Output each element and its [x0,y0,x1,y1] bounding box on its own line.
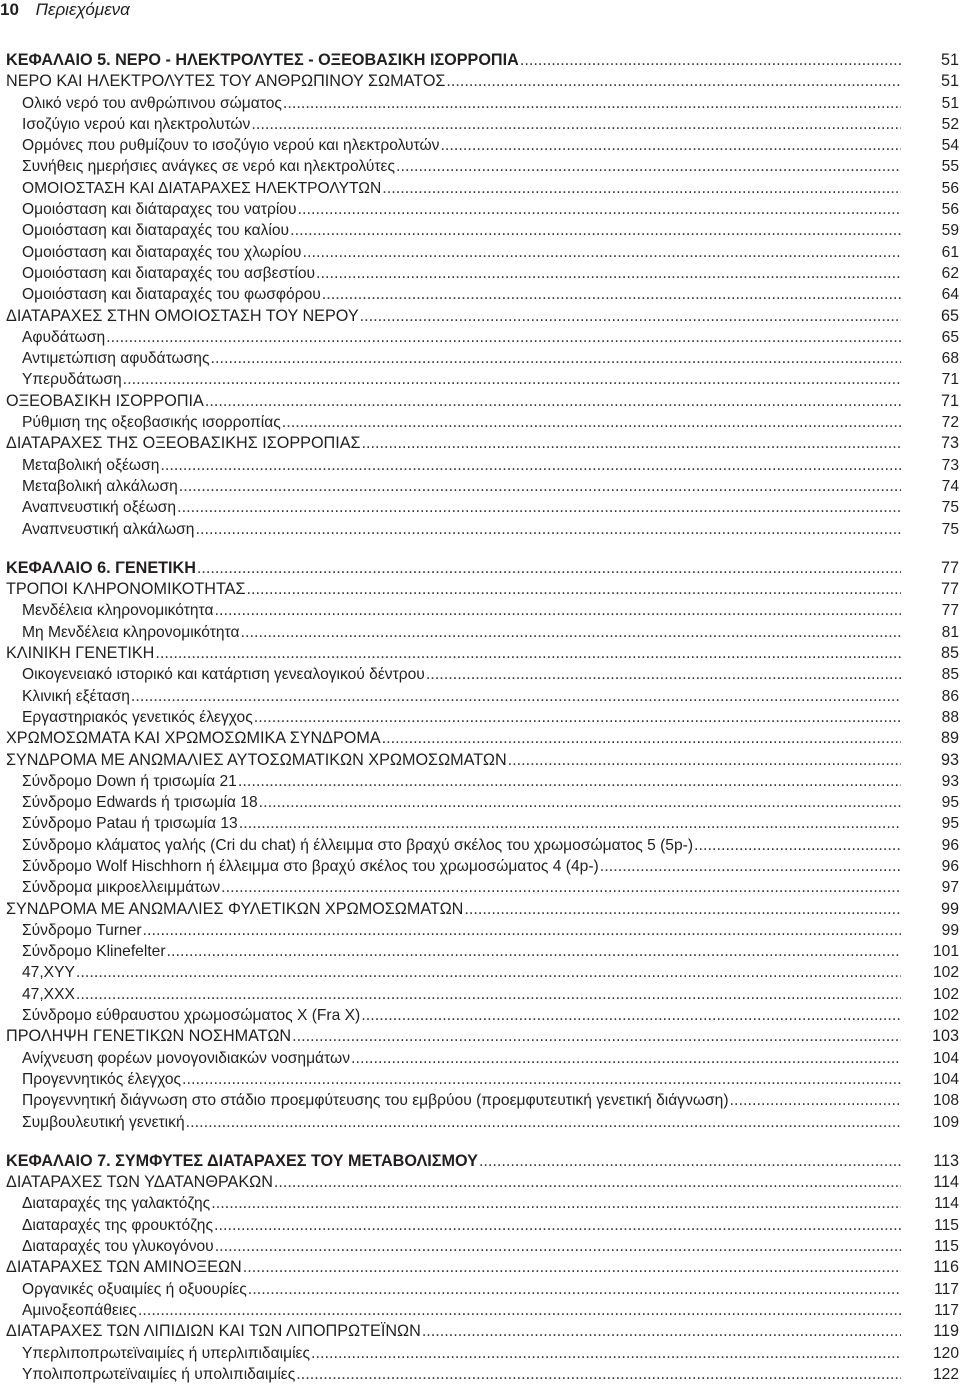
toc-page-number: 97 [941,879,959,897]
toc-page-number: 81 [941,623,959,641]
toc-leader-dots [177,497,901,518]
toc-leader-dots [143,920,901,941]
toc-entry-title: Ομοιόσταση και διάταραχες του νατρίου [22,201,297,219]
toc-page-number: 120 [932,1344,959,1362]
toc-page-number: 71 [940,391,959,410]
toc-leader-dots [76,984,901,1005]
toc-entry-title: Διαταραχές του γλυκογόνου [22,1238,214,1256]
toc-entry [6,1236,959,1257]
toc-entry-title: Ομοιόσταση και διαταραχές του φωσφόρου [22,286,321,304]
toc-page-number: 65 [941,328,959,346]
toc-leader-dots [246,579,901,600]
toc-leader-dots [422,1321,901,1342]
toc-entry [6,242,959,263]
toc-entry-title: ΚΕΦΑΛΑΙΟ 6. ΓΕΝΕΤΙΚΗ [6,558,196,577]
toc-section [6,391,959,412]
toc-entry-title: Αμινοξεοπάθειες [22,1301,137,1319]
toc-entry-title: Ορμόνες που ρυθμίζουν το ισοζύγιο νερού και ηλεκτρολυτών [22,137,440,155]
running-title: Περιεχόμενα [35,0,130,19]
toc-leader-dots [316,263,901,284]
toc-entry-title: Διαταραχές της φρουκτόζης [22,1216,213,1234]
toc-entry [6,93,959,114]
toc-entry [6,497,959,518]
toc-entry-title: Σύνδρομο Turner [22,921,142,939]
toc-entry [6,199,959,220]
toc-page-number: 114 [934,1195,959,1213]
toc-entry-title: ΣΥΝΔΡΟΜΑ ΜΕ ΑΝΩΜΑΛΙΕΣ ΑΥΤΟΣΩΜΑΤΙΚΩΝ ΧΡΩΜΟΣΩΜΑΤΩΝ [6,750,507,769]
toc-section [6,579,959,600]
toc-leader-dots [322,284,901,305]
toc-entry-title: Σύνδρομο κλάματος γαλής (Cri du chat) ή έλλειμμα στο βραχύ σκέλος του χρωμοσώματος 5 (5p-) [22,836,694,854]
toc-entry-title: Εργαστηριακός γενετικός έλεγχος [22,708,253,726]
toc-page-number: 96 [941,836,959,854]
toc-page-number: 102 [932,1007,959,1025]
toc-page-number: 93 [941,772,959,790]
toc-leader-dots [214,1215,901,1236]
toc-leader-dots [283,93,901,114]
toc-page-number: 113 [933,1151,959,1170]
toc-entry [6,1112,959,1133]
toc-section [6,728,959,749]
toc-entry [6,1193,959,1214]
toc-page-number: 95 [941,794,959,812]
toc-page-number: 85 [940,644,959,663]
toc-entry-title: Οργανικές οξυαιμίες ή οξυουρίες [22,1280,247,1298]
toc-leader-dots [274,1172,901,1193]
toc-page-number: 102 [932,964,959,982]
toc-leader-dots [360,306,901,327]
toc-page-number: 55 [941,158,959,176]
toc-entry [6,327,959,348]
toc-entry-title: Μεταβολική αλκάλωση [22,477,178,495]
toc-entry-title: Διαταραχές της γαλακτόζης [22,1195,211,1213]
toc-entry [6,220,959,241]
toc-entry [6,1364,959,1385]
toc-entry [6,941,959,962]
toc-entry-title: ΠΡΟΛΗΨΗ ΓΕΝΕΤΙΚΩΝ ΝΟΣΗΜΑΤΩΝ [6,1027,292,1046]
toc-leader-dots [221,877,901,898]
toc-leader-dots [238,771,901,792]
toc-leader-dots [296,1364,901,1385]
toc-leader-dots [508,750,901,771]
toc-leader-dots [211,348,902,369]
toc-leader-dots [361,1005,901,1026]
toc-entry [6,1090,959,1111]
page-number: 10 [0,0,19,19]
toc-page-number: 68 [941,350,959,368]
toc-leader-dots [292,1026,901,1047]
toc-leader-dots [479,1151,901,1172]
toc-entry-title: Αντιμετώπιση αφυδάτωσης [22,350,210,368]
toc-entry [6,114,959,135]
toc-entry-title: Ισοζύγιο νερού και ηλεκτρολυτών [22,115,251,133]
toc-leader-dots [351,1048,901,1069]
toc-entry [6,813,959,834]
toc-leader-dots [179,476,901,497]
toc-entry [6,920,959,941]
toc-leader-dots [382,728,901,749]
toc-section [6,71,959,92]
toc-leader-dots [241,622,902,643]
toc-section [6,750,959,771]
toc-leader-dots [440,135,901,156]
toc-page-number: 108 [932,1092,959,1110]
toc-entry-title: Ομοιόσταση και διαταραχές του καλίου [22,222,290,240]
toc-entry [6,856,959,877]
toc-leader-dots [167,941,901,962]
toc-entry [6,707,959,728]
toc-entry-title: ΚΕΦΑΛΑΙΟ 5. ΝΕΡΟ - ΗΛΕΚΤΡΟΛΥΤΕΣ - ΟΞΕΟΒΑΣΙΚΗ ΙΣΟΡΡΟΠΙΑ [6,51,519,69]
toc-entry-title: Σύνδρομο Patau ή τρισωμία 13 [22,815,238,833]
toc-page-number: 117 [934,1280,959,1298]
toc-entry-title: Ολικό νερό του ανθρώπινου σώματος [22,94,282,112]
toc-leader-dots [186,1112,901,1133]
toc-chapter [6,50,959,71]
toc-entry [6,1300,959,1321]
toc-entry-title: 47,XXX [22,985,75,1003]
toc-leader-dots [600,856,901,877]
toc-page-number: 73 [940,434,959,453]
toc-page-number: 95 [941,815,959,833]
toc-leader-dots [248,1279,901,1300]
toc-entry [6,1005,959,1026]
toc-leader-dots [464,899,901,920]
toc-entry [6,519,959,540]
toc-leader-dots [215,600,901,621]
toc-entry [6,369,959,390]
toc-leader-dots [298,199,901,220]
toc-page-number: 114 [933,1173,959,1192]
toc-entry-title: Σύνδρομα μικροελλειμμάτων [22,879,221,897]
toc-leader-dots [160,455,901,476]
toc-page-number: 51 [941,94,959,112]
toc-entry [6,1048,959,1069]
toc-entry-title: Ανίχνευση φορέων μονογονιδιακών νοσημάτων [22,1049,350,1067]
toc-entry-title: Προγεννητική διάγνωση στο στάδιο προεμφύτευσης του εμβρύου (προεμφυτευτική γενετική διάγνωση) [22,1092,729,1110]
toc-page-number: 56 [941,201,959,219]
toc-entry-title: Μεταβολική οξέωση [22,456,160,474]
toc-page-number: 65 [940,306,959,325]
toc-page-number: 61 [941,243,959,261]
toc-page-number: 64 [941,286,959,304]
toc-leader-dots [138,1300,901,1321]
toc-page-number: 52 [941,115,959,133]
toc-entry-title: ΔΙΑΤΑΡΑΧΕΣ ΤΩΝ ΥΔΑΤΑΝΘΡΑΚΩΝ [6,1173,273,1192]
toc-leader-dots [155,643,901,664]
toc-entry [6,984,959,1005]
toc-leader-dots [396,156,901,177]
toc-leader-dots [362,433,901,454]
toc-entry-title: Υπερυδάτωση [22,371,122,389]
toc-leader-dots [251,114,901,135]
toc-page-number: 56 [941,179,959,197]
toc-page-number: 89 [940,729,959,748]
toc-leader-dots [215,1236,901,1257]
toc-section [6,1321,959,1342]
toc-page-number: 88 [941,708,959,726]
toc-entry [6,455,959,476]
toc-page-number: 86 [941,687,959,705]
toc-section [6,643,959,664]
toc-leader-dots [131,686,901,707]
toc-entry [6,1343,959,1364]
toc-entry-title: Αφυδάτωση [22,328,106,346]
toc-entry-title: ΚΕΦΑΛΑΙΟ 7. ΣΥΜΦΥΤΕΣ ΔΙΑΤΑΡΑΧΕΣ ΤΟΥ ΜΕΤΑΒΟΛΙΣΜΟΥ [6,1151,478,1170]
toc-entry-title: ΧΡΩΜΟΣΩΜΑΤΑ ΚΑΙ ΧΡΩΜΟΣΩΜΙΚΑ ΣΥΝΔΡΟΜΑ [6,729,381,748]
toc-entry [6,792,959,813]
toc-entry-title: ΤΡΟΠΟΙ ΚΛΗΡΟΝΟΜΙΚΟΤΗΤΑΣ [6,580,246,599]
toc-entry [6,771,959,792]
toc-entry-title: ΚΛΙΝΙΚΗ ΓΕΝΕΤΙΚΗ [6,644,155,663]
toc-entry-title: Προγεννητικός έλεγχος [22,1070,182,1088]
toc-leader-dots [259,792,901,813]
toc-chapter [6,558,959,579]
toc-entry [6,412,959,433]
toc-leader-dots [311,1343,901,1364]
toc-entry [6,600,959,621]
toc-page-number: 51 [940,72,959,91]
toc-entry-title: ΔΙΑΤΑΡΑΧΕΣ ΣΤΗΝ ΟΜΟΙΟΣΤΑΣΗ ΤΟΥ ΝΕΡΟΥ [6,306,359,325]
toc-entry-title: Σύνδρομο εύθραυστου χρωμοσώματος X (Fra X) [22,1007,361,1025]
toc-page-number: 119 [933,1322,959,1341]
toc-entry-title: ΣΥΝΔΡΟΜΑ ΜΕ ΑΝΩΜΑΛΙΕΣ ΦΥΛΕΤΙΚΩΝ ΧΡΩΜΟΣΩΜΑΤΩΝ [6,899,464,918]
toc-entry [6,962,959,983]
toc-page-number: 109 [932,1113,959,1131]
toc-entry-title: Συμβουλευτική γενετική [22,1113,185,1131]
toc-page-number: 85 [941,666,959,684]
toc-entry [6,1069,959,1090]
toc-leader-dots [195,519,901,540]
toc-page-number: 104 [932,1049,959,1067]
toc-entry [6,835,959,856]
toc-entry [6,622,959,643]
table-of-contents [6,50,959,1385]
toc-entry-title: Μενδέλεια κληρονομικότητα [22,602,214,620]
toc-entry [6,476,959,497]
toc-entry [6,664,959,685]
toc-leader-dots [211,1193,901,1214]
toc-section [6,1172,959,1193]
toc-page-number: 54 [941,137,959,155]
toc-entry [6,284,959,305]
toc-page-number: 75 [941,520,959,538]
toc-page-number: 99 [941,921,959,939]
toc-leader-dots [254,707,901,728]
toc-leader-dots [205,391,901,412]
toc-entry-title: ΔΙΑΤΑΡΑΧΕΣ ΤΩΝ ΑΜΙΝΟΞΕΩΝ [6,1258,242,1277]
toc-entry [6,1279,959,1300]
toc-entry-title: ΔΙΑΤΑΡΑΧΕΣ ΤΩΝ ΛΙΠΙΔΙΩΝ ΚΑΙ ΤΩΝ ΛΙΠΟΠΡΩΤΕΪΝΩΝ [6,1322,421,1341]
toc-page-number: 62 [941,264,959,282]
toc-page-number: 122 [932,1365,959,1383]
toc-page-number: 93 [940,750,959,769]
toc-leader-dots [290,220,901,241]
toc-entry [6,686,959,707]
toc-entry-title: Ομοιόσταση και διαταραχές του ασβεστίου [22,264,316,282]
toc-entry-title: Σύνδρομο Edwards ή τρισωμία 18 [22,794,258,812]
toc-page-number: 72 [941,414,959,432]
toc-chapter [6,1151,959,1172]
toc-entry-title: Σύνδρομο Wolf Hischhorn ή έλλειμμα στο βραχύ σκέλος του χρωμοσώματος 4 (4p-) [22,857,599,875]
toc-page-number: 59 [941,222,959,240]
toc-entry-title: ΟΞΕΟΒΑΣΙΚΗ ΙΣΟΡΡΟΠΙΑ [6,391,204,410]
toc-page-number: 115 [934,1216,959,1234]
toc-entry [6,156,959,177]
toc-leader-dots [730,1090,901,1111]
toc-entry-title: Σύνδρομο Klinefelter [22,943,166,961]
toc-section [6,433,959,454]
toc-entry-title: Ρύθμιση της οξεοβασικής ισορροπίας [22,414,281,432]
toc-leader-dots [694,835,901,856]
toc-entry-title: Αναπνευστική οξέωση [22,499,177,517]
toc-entry-title: Αναπνευστική αλκάλωση [22,520,195,538]
toc-entry-title: Σύνδρομο Down ή τρισωμία 21 [22,772,237,790]
toc-entry-title: Υπερλιποπρωτεϊναιμίες ή υπερλιπιδαιμίες [22,1344,310,1362]
toc-entry-title: Υπολιποπρωτεϊναιμίες ή υπολιπιδαιμίες [22,1365,296,1383]
toc-entry-title: Κλινική εξέταση [22,687,130,705]
toc-page-number: 104 [932,1070,959,1088]
toc-leader-dots [106,327,901,348]
toc-leader-dots [426,664,901,685]
toc-leader-dots [197,558,901,579]
toc-leader-dots [123,369,901,390]
toc-entry-title: 47,XYY [22,964,75,982]
toc-page-number: 101 [932,943,959,961]
toc-leader-dots [302,242,901,263]
toc-section [6,1257,959,1278]
toc-entry [6,348,959,369]
toc-entry [6,877,959,898]
toc-entry-title: Συνήθεις ημερήσιες ανάγκες σε νερό και ηλεκτρολύτες [22,158,395,176]
toc-entry-title: ΟΜΟΙΟΣΤΑΣΗ ΚΑΙ ΔΙΑΤΑΡΑΧΕΣ ΗΛΕΚΤΡΟΛΥΤΩΝ [22,179,382,197]
toc-page-number: 99 [940,899,959,918]
toc-page-number: 51 [940,51,959,69]
toc-entry-title: ΝΕΡΟ ΚΑΙ ΗΛΕΚΤΡΟΛΥΤΕΣ ΤΟΥ ΑΝΘΡΩΠΙΝΟΥ ΣΩΜΑΤΟΣ [6,72,446,91]
toc-section [6,1026,959,1047]
toc-entry-title: Οικογενειακό ιστορικό και κατάρτιση γενεαλογικού δέντρου [22,666,425,684]
toc-page-number: 96 [941,857,959,875]
toc-page-number: 117 [934,1301,959,1319]
toc-page-number: 102 [932,985,959,1003]
toc-entry-title: Μη Μενδέλεια κληρονομικότητα [22,623,240,641]
toc-entry [6,263,959,284]
toc-page-number: 116 [933,1258,959,1277]
toc-entry-title: ΔΙΑΤΑΡΑΧΕΣ ΤΗΣ ΟΞΕΟΒΑΣΙΚΗΣ ΙΣΟΡΡΟΠΙΑΣ [6,434,361,453]
toc-leader-dots [382,178,901,199]
toc-page-number: 71 [941,371,959,389]
toc-page-number: 75 [941,499,959,517]
toc-leader-dots [446,71,901,92]
toc-page-number: 77 [940,580,959,599]
toc-leader-dots [76,962,901,983]
toc-page-number: 73 [941,456,959,474]
toc-leader-dots [520,50,901,71]
toc-entry [6,1215,959,1236]
toc-leader-dots [282,412,901,433]
toc-entry [6,178,959,199]
toc-page-number: 77 [940,558,959,577]
toc-leader-dots [243,1257,901,1278]
page-header [0,0,130,20]
toc-page-number: 77 [941,602,959,620]
toc-leader-dots [239,813,901,834]
toc-leader-dots [182,1069,901,1090]
toc-section [6,899,959,920]
toc-entry-title: Ομοιόσταση και διαταραχές του χλωρίου [22,243,302,261]
toc-page-number: 74 [941,477,959,495]
toc-page-number: 103 [931,1027,959,1046]
toc-section [6,306,959,327]
toc-page-number: 115 [934,1238,959,1256]
toc-entry [6,135,959,156]
